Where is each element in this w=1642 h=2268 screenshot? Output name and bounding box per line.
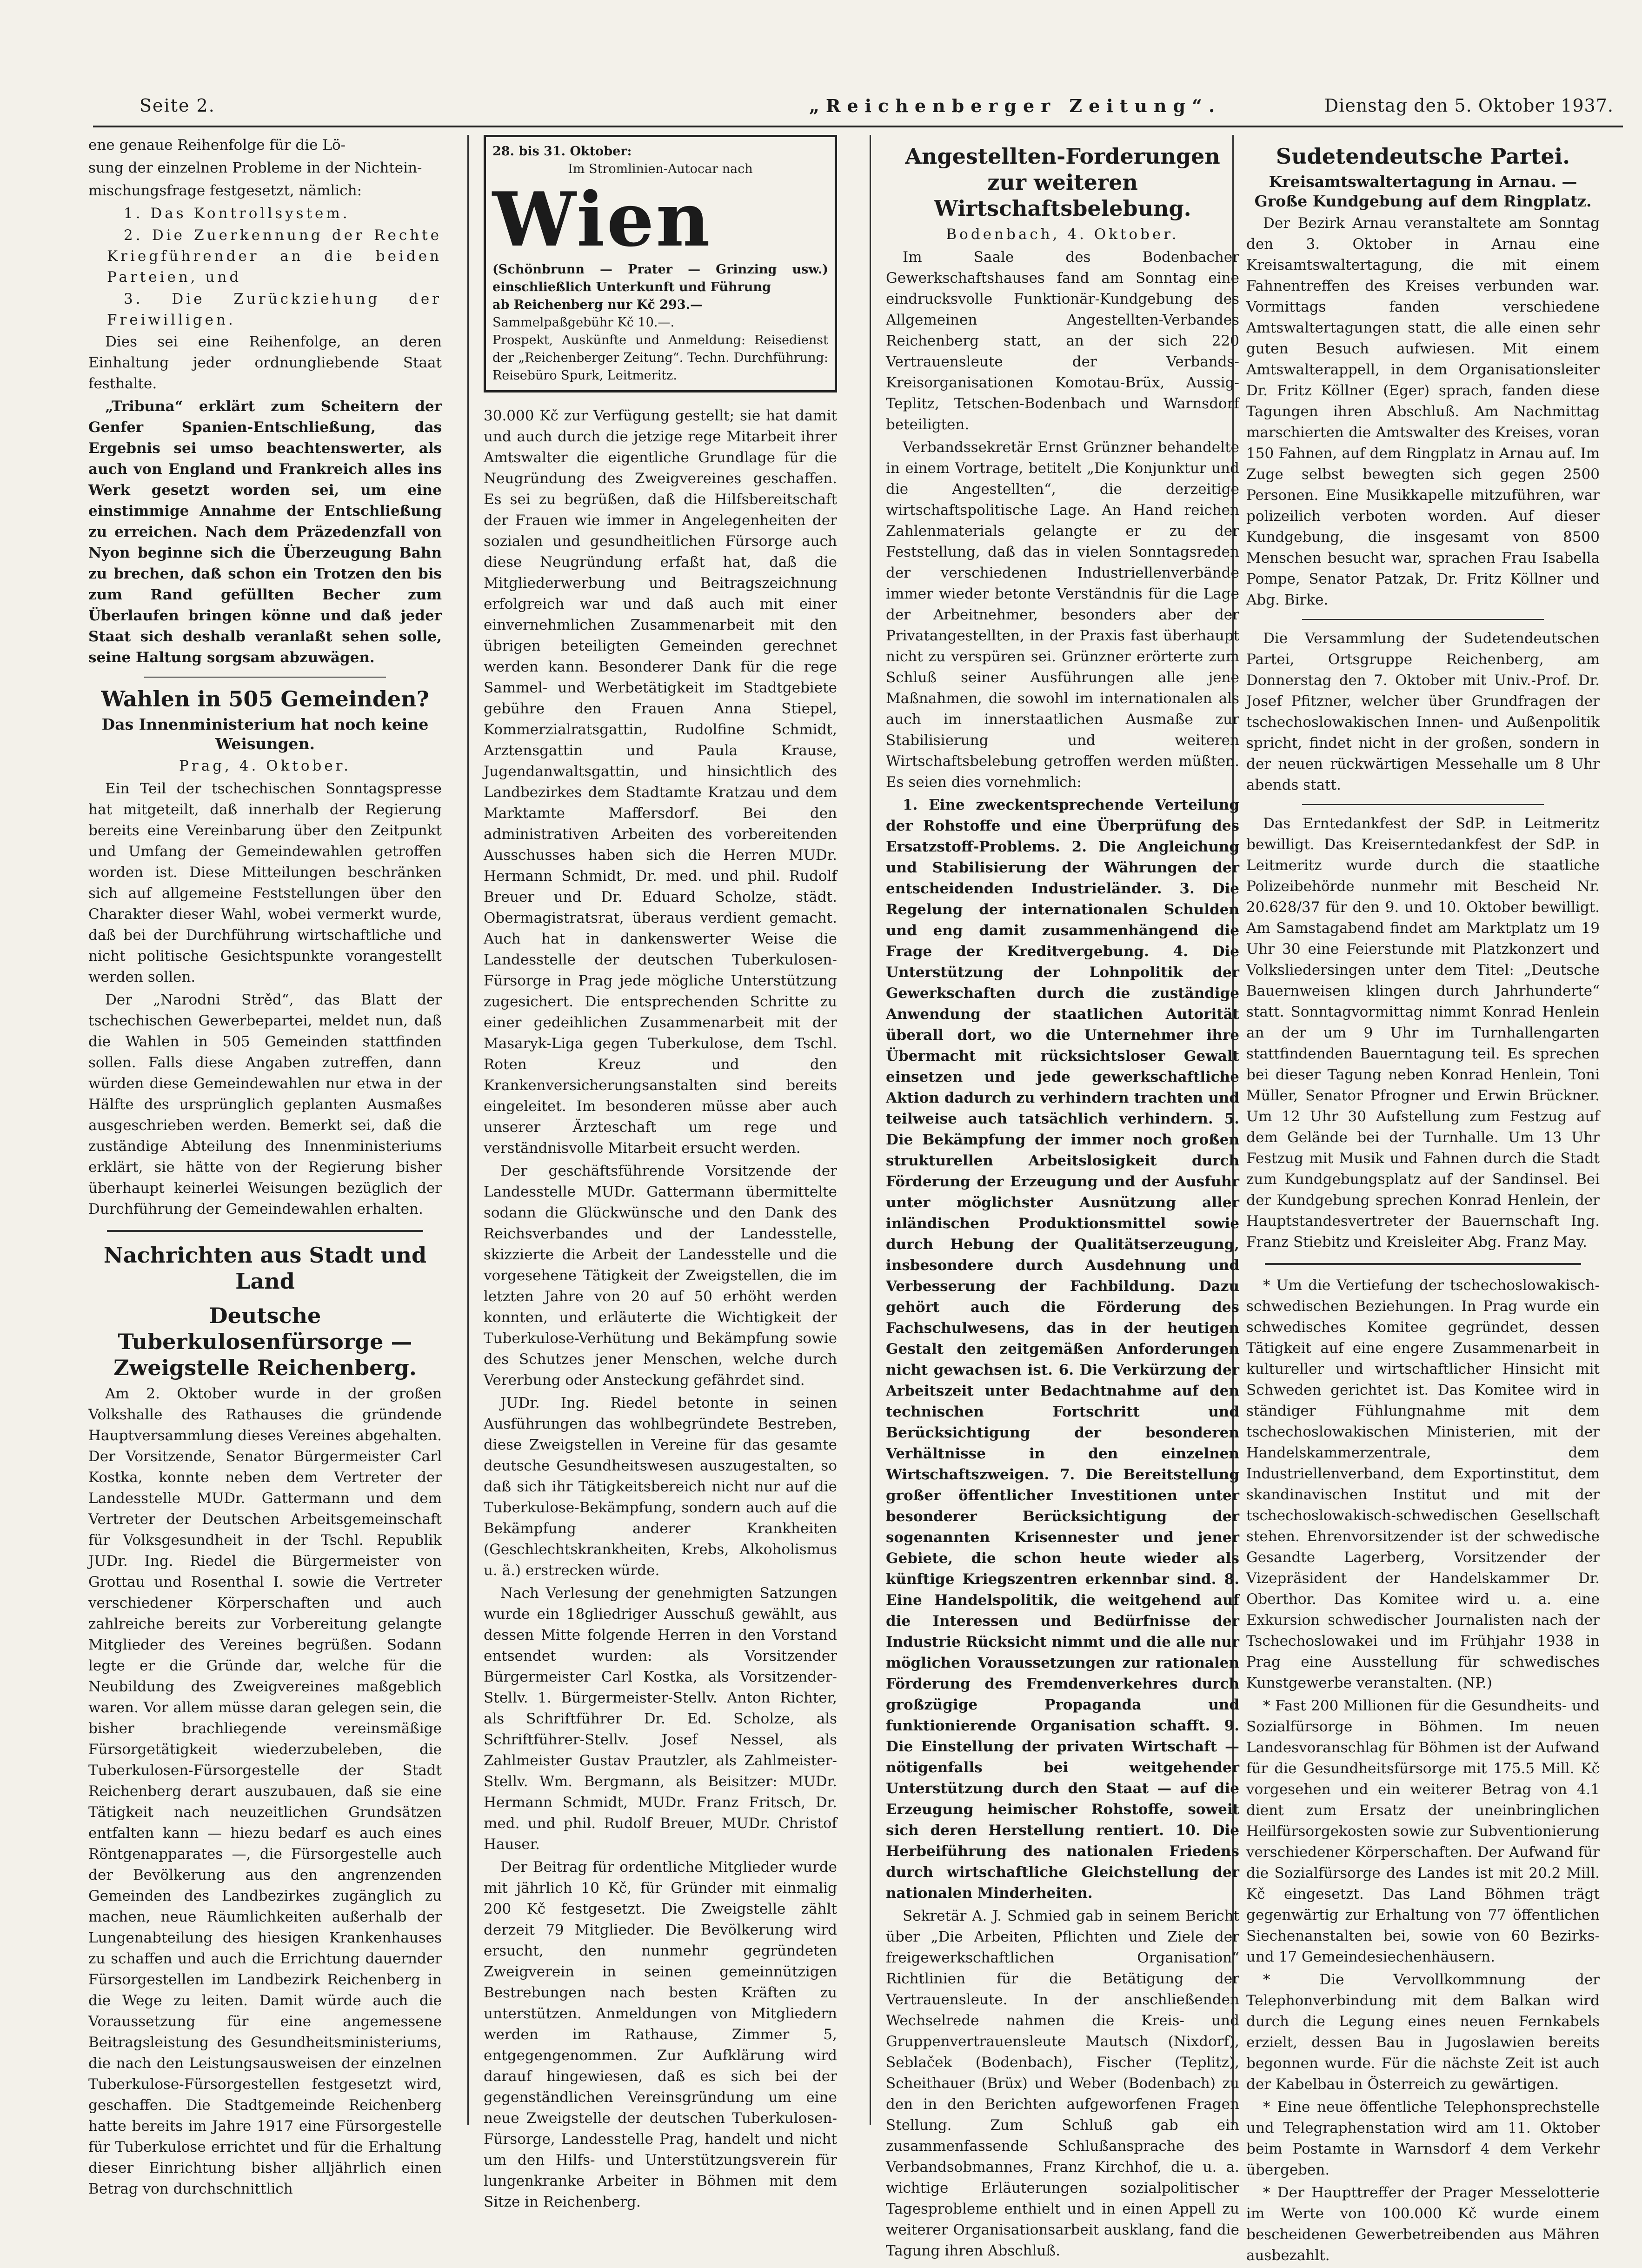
- ad-info: Prospekt, Auskünfte und Anmeldung: Reisedienst der „Reichenberger Zeitung“. Techn. Durchführung: Reisebüro Spurk, Leitmeritz.: [492, 333, 828, 383]
- paragraph: * Eine neue öffentliche Telephonsprechstelle und Telegraphenstation wird am 11. Oktober beim Postamte in Warnsdorf 4 dem Verkehr übergeben.: [1246, 2099, 1600, 2178]
- paragraph: Am 2. Oktober wurde in der großen Volkshalle des Rathauses die gründende Hauptversammlung dieses Vereines abgehalten. Der Vorsitzende, Senator Bürgermeister Carl Kostka, konnte neben dem Vertreter der Landesstelle MUDr. Gattermann und dem Vertreter der Deutschen Arbeitsgemeinschaft für Volksgesundheit in der Tschl. Republik JUDr. Ing. Riedel die Bürgermeister von Grottau und Rosenthal I. sowie die Vertreter verschiedener Körperschaften und auch zahlreiche bereits zur Vorbereitung gelangte Mitglieder des Vereines begrüßen. Sodann legte er die Gründe dar, welche für die Neubildung des Zweigvereines maßgeblich waren. Vor allem müsse daran gelegen sein, die bisher brachliegende vereinsmäßige Fürsorgetätigkeit wiederzubeleben, die Tuberkulosen-Fürsorgestelle der Stadt Reichenberg derart auszubauen, daß sie eine Tätigkeit nach neuzeitlichen Grundsätzen entfalten kann — hiezu bedarf es auch eines Röntgenapparates —, die Fürsorgestelle auch der Bevölkerung aus den angrenzenden Gemeinden des Landbezirkes zugänglich zu machen, neue Räumlichkeiten außerhalb der Lungenabteilung des hiesigen Krankenhauses zu schaffen und auch die Errichtung dauernder Fürsorgestellen im Landbezirk Reichenberg in die Wege zu leiten. Damit würde auch die Voraussetzung für eine angemessene Beitragsleistung des Gesundheitsministeriums, die nach den Leistungsausweisen der einzelnen Tuberkulose-Fürsorgestellen festgesetzt wird, geschaffen. Die Stadtgemeinde Reichenberg hatte bereits im Jahre 1917 eine Fürsorgestelle für Tuberkulose errichtet und für die Erhaltung dieser Einrichtung bisher alljährlich einen Betrag von durchschnittlich: [88, 1385, 442, 2197]
- paragraph: Dies sei eine Reihenfolge, an deren Einhaltung jeder ordnungliebende Staat festhalte.: [88, 333, 442, 392]
- paragraph: Verbandssekretär Ernst Grünzner behandelte in einem Vortrage, betitelt „Die Konjunktur und die Angestellten“, die derzeitige wirtschaftspolitische Lage. An Hand reichen Zahlenmaterials gelangte er zu der Feststellung, daß das in vielen Sonntagsreden der verschiedenen Industriellenverbände immer wieder betonte Verständnis für die Lage der Arbeitnehmer, besonders aber der Privatangestellten, in der Praxis fast überhaupt nicht zu verspüren sei. Grünzner erörterte zum Schluß seiner Ausführungen alle jene Maßnahmen, die sowohl im internationalen als auch im innerstaatlichen Ausmaße zur Stabilisierung und weiteren Wirtschaftsbelebung getroffen werden müßten. Es seien dies vornehmlich:: [886, 439, 1239, 791]
- page-number: Seite 2.: [140, 95, 215, 116]
- paragraph: „Tribuna“ erklärt zum Scheitern der Genfer Spanien-Entschließung, das Ergebnis sei umso beachtenswerter, als auch von England und Frankreich alles ins Werk gesetzt worden sei, um eine einstimmige Annahme der Entschließung zu erreichen. Nach dem Präzedenzfall von Nyon beginne sich die Überzeugung Bahn zu brechen, daß schon ein Trotzen den bis zum Rand gefüllten Becher zum Überlaufen bringen könne und daß jeder Staat sich deshalb veranlaßt sehen solle, seine Haltung sorgsam abzuwägen.: [88, 398, 442, 666]
- dateline: Prag, 4. Oktober.: [179, 758, 351, 774]
- advertisement-wien: [484, 135, 837, 392]
- headline-angestellte: Angestellten-Forderungen zur weiteren Wirtschaftsbelebung.: [905, 144, 1220, 221]
- paragraph: * Fast 200 Millionen für die Gesundheits- und Sozialfürsorge in Böhmen. Im neuen Landesvoranschlag für Böhmen ist der Aufwand für die Gesundheitsfürsorge mit 175.5 Mill. Kč vorgesehen und ein weiterer Betrag von 4.1 dient zum Ersatz der uneinbringlichen Heilfürsorgekosten sowie zur Subventionierung verschiedener Körperschaften. Der Aufwand für die Sozialfürsorge des Landes ist mit 20.2 Mill. Kč eingesetzt. Das Land Böhmen trägt gegenwärtig zur Erhaltung von 77 öffentlichen Siechenanstalten bei, sowie von 60 Bezirks- und 17 Gemeindesiechenhäusern.: [1246, 1697, 1600, 1965]
- paragraph: 1. Eine zweckentsprechende Verteilung der Rohstoffe und eine Überprüfung des Ersatzstoff-Problems. 2. Die Angleichung und Stabilisierung der Währungen der entscheidenden Industrieländer. 3. Die Regelung der internationalen Schulden und eng damit zusammenhängend die Frage der Kreditvergebung. 4. Die Unterstützung der Lohnpolitik der Gewerkschaften durch die zuständige Anwendung der staatlichen Autorität überall dort, wo die Unternehmer ihre Übermacht mit rücksichtsloser Gewalt einsetzen und jede gewerkschaftliche Aktion dadurch zu verhindern trachten und teilweise auch tatsächlich verhindern. 5. Die Bekämpfung der immer noch großen strukturellen Arbeitslosigkeit durch Förderung der Erzeugung und der Ausfuhr unter möglichster Ausnützung aller inländischen Produktionsmittel sowie durch Hebung der Qualitätserzeugung, insbesondere durch Ausdehnung und Verbesserung der Fachbildung. Dazu gehört auch die Förderung des Fachschulwesens, das in der heutigen Gestalt den zeitgemäßen Anforderungen nicht gewachsen ist. 6. Die Verkürzung der Arbeitszeit unter Bedachtnahme auf den technischen Fortschritt und Berücksichtigung der besonderen Verhältnisse in den einzelnen Wirtschaftszweigen. 7. Die Bereitstellung großer öffentlicher Investitionen unter besonderer Berücksichtigung der sogenannten Krisennester und jener Gebiete, die schon heute wieder als künftige Kriegszentren erkennbar sind. 8. Eine Handelspolitik, die weitgehend auf die Interessen und Bedürfnisse der Industrie Rücksicht nimmt und die alle nur möglichen Voraussetzungen zur rationalen Förderung des Fremdenverkehres durch großzügige Propaganda und funktionierende Organisation schafft. 9. Die Einstellung der privaten Wirtschaft — nötigenfalls bei weitgehender Unterstützung durch den Staat — auf die Erzeugung heimischer Rohstoffe, soweit sich deren Herstellung rentiert. 10. Die Herbeiführung des nationalen Friedens durch wirtschaftliche Gleichstellung der nationalen Minderheiten.: [886, 797, 1239, 1902]
- column-1: [88, 135, 442, 2201]
- column-4: [1246, 135, 1600, 2268]
- header-rule: [93, 126, 1623, 127]
- list-item: 3. Die Zurückziehung der Freiwilligen.: [107, 291, 442, 328]
- column-divider: [467, 135, 469, 2125]
- column-2: [484, 135, 837, 2215]
- ad-line: Im Stromlinien-Autocar nach: [568, 162, 753, 176]
- ad-dates: 28. bis 31. Oktober:: [492, 144, 632, 159]
- separator: [107, 1230, 423, 1232]
- paragraph: Der Beitrag für ordentliche Mitglieder wurde mit jährlich 10 Kč, für Gründer mit einmalig 200 Kč festgesetzt. Die Zweigstelle zählt derzeit 79 Mitglieder. Die Bevölkerung wird ersucht, den nunmehr gegründeten Zweigverein in seinen gemeinnützigen Bestrebungen nach besten Kräften zu unterstützen. Anmeldungen von Mitgliedern werden im Rathause, Zimmer 5, entgegengenommen. Zur Aufklärung wird darauf hingewiesen, daß es sich bei der gegenständlichen Vereinsgründung um eine neue Zweigstelle der deutschen Tuberkulosen-Fürsorge, Landesstelle Prag, handelt und nicht um den Hilfs- und Unterstützungsverein für lungenkranke Arbeiter in Böhmen mit dem Sitze in Reichenberg.: [484, 1859, 837, 2210]
- headline-tuberkulose: Deutsche Tuberkulosenfürsorge — Zweigstelle Reichenberg.: [113, 1303, 417, 1380]
- paragraph: * Um die Vertiefung der tschechoslowakisch-schwedischen Beziehungen. In Prag wurde ein schwedisches Komitee gegründet, dessen Tätigkeit auf eine engere Zusammenarbeit in kultureller und wirtschaftlicher Hinsicht mit Schweden gerichtet ist. Das Komitee wird in ständiger Fühlungnahme mit dem tschechoslowakischen Ministerien, mit der Handelskammerzentrale, dem Industriellenverband, dem Exportinstitut, dem skandinavischen Institut und mit der tschechoslowakisch-schwedischen Gesellschaft stehen. Ehrenvorsitzender ist der schwedische Gesandte Lagerberg, Vorsitzender der Vizepräsident der Handelskammer Dr. Oberthor. Das Komitee wird u. a. eine Exkursion schwedischer Journalisten nach der Tschechoslowakei und im Frühjahr 1938 in Prag eine Ausstellung für schwedisches Kunstgewerbe veranstalten. (NP.): [1246, 1277, 1600, 1691]
- subheadline-arnau: Kreisamtswaltertagung in Arnau. — Große Kundgebung auf dem Ringplatz.: [1254, 173, 1592, 210]
- separator: [1302, 619, 1544, 620]
- paragraph: Der Bezirk Arnau veranstaltete am Sonntag den 3. Oktober in Arnau eine Kreisamtswaltertagung, die mit einem Fahnentreffen des Kreises verbunden war. Vormittags fanden verschiedene Amtswaltertagungen statt, die alle einen sehr guten Besuch aufwiesen. Mit einem Amtswalterappell, in dem Organisationsleiter Dr. Fritz Köllner (Eger) sprach, fanden diese Tagungen ihren Abschluß. Am Nachmittag marschierten die Amtswalter des Kreises, voran 150 Fahnen, auf dem Ringplatz in Arnau auf. Im Zuge selbst bewegten sich gegen 2500 Personen. Eine Musikkapelle mitzuführen, war polizeilich verboten worden. Auf dieser Kundgebung, die insgesamt von 8500 Menschen besucht war, sprachen Frau Isabella Pompe, Senator Patzak, Dr. Fritz Köllner und Abg. Birke.: [1246, 215, 1600, 608]
- separator: [1302, 804, 1544, 805]
- paragraph: 30.000 Kč zur Verfügung gestellt; sie hat damit und auch durch die jetzige rege Mitarbeit ihrer Amtswalter die eigentliche Grundlage für die Neugründung des Zweigvereines geschaffen. Es sei zu begrüßen, daß die Hilfsbereitschaft der Frauen wie immer in Angelegenheiten der sozialen und gesundheitlichen Fürsorge auch diese Neugründung erfaßt hat, daß die Mitgliederwerbung und Beitragszeichnung erfolgreich war und daß auch mit einer einvernehmlichen Zusammenarbeit mit den übrigen beteiligten Gemeinden gerechnet werden kann. Besonderer Dank für die rege Sammel- und Werbetätigkeit im Stadtgebiete gebühre den Frauen Anna Stiepel, Kommerzialratsgattin, Rudolfine Schmidt, Arztensgattin und Paula Krause, Jugendanwaltsgattin, und hinsichtlich des Landbezirkes dem Stadtamte Kratzau und dem Marktamte Maffersdorf. Bei den administrativen Arbeiten des vorbereitenden Ausschusses haben sich die Herren MUDr. Hermann Schmidt, Dr. med. und phil. Rudolf Breuer und Dr. Eduard Scholze, städt. Obermagistratsrat, überaus verdient gemacht. Auch hat in dankenswerter Weise die Landesstelle der deutschen Tuberkulosen-Fürsorge in Prag jede mögliche Unterstützung zugesichert. Die entsprechenden Schritte zu einer gedeihlichen Zusammenarbeit mit der Masaryk-Liga gegen Tuberkulose, dem Tschl. Roten Kreuz und den Krankenversicherungsanstalten sind bereits eingeleitet. Im besonderen müsse aber auch unserer Ärzteschaft um rege und verständnisvolle Mitarbeit ersucht werden.: [484, 407, 837, 1157]
- dateline: Bodenbach, 4. Oktober.: [946, 226, 1179, 243]
- section-heading: Nachrichten aus Stadt und Land: [103, 1243, 427, 1294]
- ad-fee: Sammelpaßgebühr Kč 10.—.: [492, 315, 675, 330]
- paragraph: JUDr. Ing. Riedel betonte in seinen Ausführungen das wohlbegründete Bestreben, diese Zweigstellen in Vereine für das gesamte deutsche Gesundheitswesen auszugestalten, so daß sich ihr Tätigkeitsbereich nicht nur auf die Tuberkulose-Bekämpfung, sondern auch auf die Bekämpfung anderer Krankheiten (Geschlechtskrankheiten, Krebs, Alkoholismus u. ä.) erstrecken würde.: [484, 1395, 837, 1579]
- column-divider: [870, 135, 871, 2125]
- paragraph: * Der Haupttreffer der Prager Messelotterie im Werte von 100.000 Kč wurde einem bescheidenen Gewerbetreibenden aus Mähren ausbezahlt.: [1246, 2184, 1600, 2264]
- headline-sdp: Sudetendeutsche Partei.: [1276, 144, 1570, 169]
- paragraph: Der geschäftsführende Vorsitzende der Landesstelle MUDr. Gattermann übermittelte sodann die Glückwünsche und den Dank des Reichsverbandes und der Landesstelle, skizzierte die Arbeit der Landesstelle und die vorgesehene Tätigkeit der Zweigstellen, die im letzten Jahre von 20 auf 50 erhöht werden konnten, und erläuterte die Wichtigkeit der Tuberkulose-Verhütung und Bekämpfung sowie des Schutzes jener Menschen, welche durch Vererbung oder Ansteckung gefährdet sind.: [484, 1163, 837, 1389]
- paragraph: Die Versammlung der Sudetendeutschen Partei, Ortsgruppe Reichenberg, am Donnerstag den 7. Oktober mit Univ.-Prof. Dr. Josef Pfitzner, welcher über Grundfragen der tschechoslowakischen Innen- und Außenpolitik spricht, findet nicht in der großen, sondern in der neuen rückwärtigen Messehalle um 8 Uhr abends statt.: [1246, 630, 1600, 793]
- paragraph: * Die Vervollkommnung der Telephonverbindung mit dem Balkan wird durch die Legung eines neuen Fernkabels erzielt, dessen Bau in Jugoslawien bereits begonnen wurde. Für die nächste Zeit ist auch der Kabelbau in Österreich zu gewärtigen.: [1246, 1971, 1600, 2093]
- separator: [1265, 1263, 1581, 1265]
- list-item: 2. Die Zuerkennung der Rechte Kriegführender an die beiden Parteien, und: [107, 227, 442, 286]
- headline-wahlen: Wahlen in 505 Gemeinden?: [101, 686, 429, 712]
- page-header: [140, 95, 1614, 123]
- subheadline-wahlen: Das Innenministerium hat noch keine Weisungen.: [101, 715, 429, 753]
- paragraph: Der „Narodni Strěd“, das Blatt der tschechischen Gewerbepartei, meldet nun, daß die Wahlen in 505 Gemeinden stattfinden sollen. Falls diese Angaben zutreffen, dann würden diese Gemeindewahlen nur etwa in der Hälfte des ursprünglich geplanten Ausmaßes ausgeschrieben werden. Bemerkt sei, daß die zuständige Abteilung des Innenministeriums erklärt, sie hätte von der Regierung bisher überhaupt keinerlei Weisungen bezüglich der Durchführung der Gemeindewahlen erhalten.: [88, 991, 442, 1217]
- paragraph: Sekretär A. J. Schmied gab in seinem Bericht über „Die Arbeiten, Pflichten und Ziele der freigewerkschaftlichen Organisation“ Richtlinien für die Betätigung der Vertrauensleute. In der anschließenden Wechselrede nahmen die Kreis- und Gruppenvertrauensleute Mautsch (Nixdorf), Seblaček (Bodenbach), Fischer (Teplitz), Scheithauer (Brüx) und Weber (Bodenbach) zu den in den Berichten aufgeworfenen Fragen Stellung. Zum Schluß gab ein zusammenfassende Schlußansprache des Verbandsobmannes, Franz Kirchhof, die u. a. wichtige Erläuterungen sozialpolitischer Tagesprobleme enthielt und in einen Appell zu weiterer Organisationsarbeit ausklang, fand die Tagung ihren Abschluß.: [886, 1908, 1239, 2259]
- list-item: 1. Das Kontrollsystem.: [124, 205, 350, 222]
- paragraph: Das Erntedankfest der SdP. in Leitmeritz bewilligt. Das Kreiserntedankfest der SdP. in Leitmeritz wurde durch die staatliche Polizeibehörde nunmehr mit Bescheid Nr. 20.628/37 für den 9. und 10. Oktober bewilligt. Am Samstagabend findet am Marktplatz um 19 Uhr 30 eine Feierstunde mit Platzkonzert und Volksliedersingen unter dem Titel: „Deutsche Bauernweisen klingen durch Jahrhunderte“ statt. Sonntagvormittag nimmt Konrad Henlein an der um 9 Uhr im Turnhallengarten stattfindenden Bauerntagung teil. Es sprechen bei dieser Tagung neben Konrad Henlein, Toni Müller, Senator Pfrogner und Erwin Brückner. Um 12 Uhr 30 Aufstellung zum Festzug auf dem Gelände bei der Turnhalle. Um 13 Uhr Festzug mit Musik und Fahnen durch die Stadt zum Kundgebungsplatz auf der Sandinsel. Bei der Kundgebung sprechen Konrad Henlein, der Hauptstandesvertreter der Bauernschaft Ing. Franz Stiebitz und Kreisleiter Abg. Franz May.: [1246, 815, 1600, 1250]
- ad-price: ab Reichenberg nur Kč 293.—: [492, 298, 703, 312]
- paragraph: Im Saale des Bodenbacher Gewerkschaftshauses fand am Sonntag eine eindrucksvolle Funktionär-Kundgebung des Allgemeinen Angestellten-Verbandes Reichenberg statt, an der sich 220 Vertrauensleute der Verbands-Kreisorganisationen Komotau-Brüx, Aussig-Teplitz, Tetschen-Bodenbach und Warnsdorf beteiligten.: [886, 249, 1239, 433]
- paragraph: Nach Verlesung der genehmigten Satzungen wurde ein 18gliedriger Ausschuß gewählt, aus dessen Mitte folgende Herren in den Vorstand entsendet wurden: als Vorsitzender Bürgermeister Carl Kostka, als Vorsitzender-Stellv. 1. Bürgermeister-Stellv. Anton Richter, als Schriftführer Dr. Ed. Scholze, als Schriftführer-Stellv. Josef Nessel, als Zahlmeister Gustav Prautzler, als Zahlmeister-Stellv. Wm. Bergmann, als Beisitzer: MUDr. Hermann Schmidt, MUDr. Franz Fritsch, Dr. med. und phil. Rudolf Breuer, MUDr. Christof Hauser.: [484, 1585, 837, 1853]
- column-3: [886, 135, 1239, 2263]
- intro-line: ene genaue Reihenfolge für die Lö-: [88, 137, 346, 153]
- ad-city: Wien: [492, 176, 712, 263]
- issue-date: Dienstag den 5. Oktober 1937.: [1324, 95, 1614, 116]
- intro-line: sung der einzelnen Probleme in der Nichtein-: [88, 160, 422, 176]
- ad-details: (Schönbrunn — Prater — Grinzing usw.) einschließlich Unterkunft und Führung: [492, 262, 828, 294]
- separator: [144, 677, 386, 678]
- intro-line: mischungsfrage festgesetzt, nämlich:: [88, 182, 362, 199]
- masthead: „Reichenberger Zeitung“.: [809, 95, 1222, 116]
- paragraph: Ein Teil der tschechischen Sonntagspresse hat mitgeteilt, daß innerhalb der Regierung bereits eine Vereinbarung über den Zeitpunkt und Umfang der Gemeindewahlen getroffen worden ist. Diese Mitteilungen beschränken sich auf allgemeine Feststellungen über den Charakter dieser Wahl, wobei vermerkt wurde, daß bei der Durchführung wirtschaftliche und nicht politische Gesichtspunkte vorangestellt werden sollen.: [88, 780, 442, 985]
